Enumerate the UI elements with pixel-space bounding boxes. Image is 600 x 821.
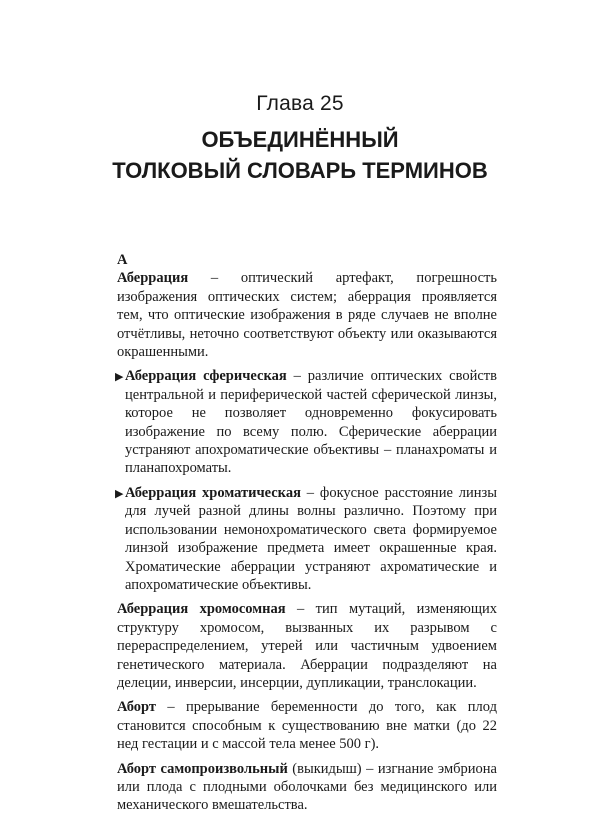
entry-term: Аберрация bbox=[117, 270, 189, 287]
entry-definition: (выкидыш) – изгнание эмбриона или плода с плодными оболочками без медицинского или механического вмешательства. bbox=[117, 760, 497, 814]
entry-definition: – фокусное расстояние линзы для лучей разной длины волны различно. Поэтому при использовании немонохроматического света формируемое линзой изображение предмета имеет окрашенные края. Хроматические аберрации устраняют ахроматические и апохроматические объективы. bbox=[125, 484, 497, 593]
entry-term: Аберрация сферическая bbox=[125, 368, 287, 385]
entry-definition: – прерывание беременности до того, как плод становится способным к существованию вне матки (до 22 нед гестации и с массой тела менее 500 г). bbox=[117, 699, 497, 753]
triangle-bullet-icon: ▶ bbox=[115, 371, 124, 384]
entry-term: Аборт bbox=[117, 699, 157, 716]
chapter-title bbox=[0, 124, 600, 186]
entry-term: Аборт самопроизвольный bbox=[117, 760, 288, 777]
entry-term: Аберрация хроматическая bbox=[125, 484, 301, 501]
glossary-entry bbox=[117, 760, 497, 815]
glossary-entry bbox=[117, 698, 497, 753]
triangle-bullet-icon: ▶ bbox=[115, 487, 124, 500]
glossary-entry bbox=[117, 600, 497, 692]
entry-definition: – различие оптических свойств центральной и периферической частей сферической линзы, которое не позволяет одновременно фокусировать изображение по всему полю. Сферические аберрации устраняют апохроматические объективы – планахроматы и планапохроматы. bbox=[125, 368, 497, 477]
section-letter: А bbox=[117, 252, 128, 268]
chapter-title-line-2: ТОЛКОВЫЙ СЛОВАРЬ ТЕРМИНОВ bbox=[112, 158, 488, 183]
entry-definition: – тип мутаций, изменяющих структуру хромосом, вызванных их разрывом с перераспределением, утерей или частичным удвоением генетического материала. Аберрации подразделяют на делеции, инверсии, инсерции, дупликации, транслокации. bbox=[117, 601, 498, 691]
chapter-title-line-1: ОБЪЕДИНЁННЫЙ bbox=[201, 127, 399, 152]
glossary-content bbox=[117, 251, 497, 821]
glossary-subentry bbox=[117, 484, 497, 594]
entry-term: Аберрация хромосомная bbox=[117, 601, 286, 618]
glossary-entry bbox=[117, 269, 497, 361]
glossary-subentry bbox=[117, 367, 497, 477]
entry-definition: – оптический артефакт, погрешность изображения оптических систем; аберрация проявляется тем, что оптические изображения в ряде случаев не вполне отчётливы, неточно соответствуют объекту или оказываются окрашенными. bbox=[117, 270, 497, 361]
chapter-number: Глава 25 bbox=[256, 92, 344, 115]
